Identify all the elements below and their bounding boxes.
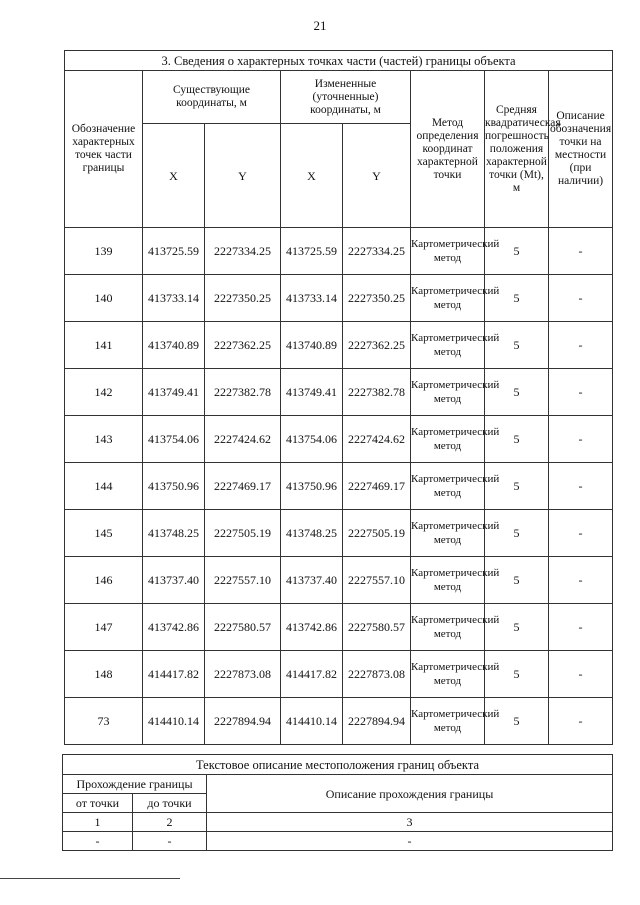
changed-x-cell: 414417.82 (281, 651, 343, 698)
method-cell: Картометрический метод (411, 322, 485, 369)
text-description-title: Текстовое описание местоположения границ объекта (63, 755, 613, 775)
mean-error-cell: 5 (485, 557, 549, 604)
changed-x-cell: 413737.40 (281, 557, 343, 604)
header-x-changed: X (281, 124, 343, 228)
header-existing-coords: Существующие координаты, м (143, 71, 281, 124)
method-cell: Картометрический метод (411, 698, 485, 745)
existing-x-cell: 413748.25 (143, 510, 205, 557)
point-number-cell: 139 (65, 228, 143, 275)
description-cell: - (549, 651, 613, 698)
changed-y-cell: 2227557.10 (343, 557, 411, 604)
existing-x-cell: 413742.86 (143, 604, 205, 651)
method-cell: Картометрический метод (411, 369, 485, 416)
method-cell: Картометрический метод (411, 604, 485, 651)
table-row (65, 228, 613, 275)
description-cell: - (549, 369, 613, 416)
header-description: Описание обозначения точки на местности (при наличии) (549, 71, 613, 228)
changed-y-cell: 2227362.25 (343, 322, 411, 369)
passage-description-header: Описание прохождения границы (207, 775, 613, 813)
passage-header: Прохождение границы (63, 775, 207, 794)
header-y-existing: Y (205, 124, 281, 228)
existing-y-cell: 2227557.10 (205, 557, 281, 604)
row-to-point: - (133, 832, 207, 851)
table-row (65, 416, 613, 463)
existing-y-cell: 2227505.19 (205, 510, 281, 557)
mean-error-cell: 5 (485, 322, 549, 369)
description-cell: - (549, 416, 613, 463)
method-cell: Картометрический метод (411, 510, 485, 557)
col-number-2: 2 (133, 813, 207, 832)
point-number-cell: 73 (65, 698, 143, 745)
point-number-cell: 146 (65, 557, 143, 604)
existing-y-cell: 2227894.94 (205, 698, 281, 745)
description-cell: - (549, 557, 613, 604)
point-number-cell: 142 (65, 369, 143, 416)
changed-y-cell: 2227580.57 (343, 604, 411, 651)
mean-error-cell: 5 (485, 604, 549, 651)
mean-error-cell: 5 (485, 228, 549, 275)
changed-y-cell: 2227505.19 (343, 510, 411, 557)
existing-x-cell: 414410.14 (143, 698, 205, 745)
description-cell: - (549, 698, 613, 745)
point-number-cell: 144 (65, 463, 143, 510)
table-row (65, 557, 613, 604)
changed-x-cell: 413750.96 (281, 463, 343, 510)
existing-y-cell: 2227424.62 (205, 416, 281, 463)
method-cell: Картометрический метод (411, 651, 485, 698)
existing-x-cell: 413737.40 (143, 557, 205, 604)
changed-x-cell: 413740.89 (281, 322, 343, 369)
section-title: 3. Сведения о характерных точках части (частей) границы объекта (65, 51, 613, 71)
table-row (65, 698, 613, 745)
existing-x-cell: 413740.89 (143, 322, 205, 369)
table-row (65, 604, 613, 651)
header-mean-error: Средняя квадратическая погрешность положения характерной точки (Mt), м (485, 71, 549, 228)
existing-x-cell: 413749.41 (143, 369, 205, 416)
changed-y-cell: 2227334.25 (343, 228, 411, 275)
method-cell: Картометрический метод (411, 463, 485, 510)
existing-y-cell: 2227382.78 (205, 369, 281, 416)
description-cell: - (549, 322, 613, 369)
point-number-cell: 145 (65, 510, 143, 557)
table-row (65, 651, 613, 698)
existing-x-cell: 413750.96 (143, 463, 205, 510)
changed-y-cell: 2227894.94 (343, 698, 411, 745)
changed-x-cell: 414410.14 (281, 698, 343, 745)
table-row (65, 369, 613, 416)
point-number-cell: 141 (65, 322, 143, 369)
points-rows (65, 228, 613, 745)
text-description-table (62, 754, 613, 851)
header-point-designation: Обозначение характерных точек части границы (65, 71, 143, 228)
description-cell: - (549, 510, 613, 557)
changed-y-cell: 2227382.78 (343, 369, 411, 416)
table-row (65, 463, 613, 510)
existing-y-cell: 2227873.08 (205, 651, 281, 698)
point-number-cell: 140 (65, 275, 143, 322)
col-number-1: 1 (63, 813, 133, 832)
row-passage-description: - (207, 832, 613, 851)
existing-y-cell: 2227334.25 (205, 228, 281, 275)
changed-x-cell: 413733.14 (281, 275, 343, 322)
existing-x-cell: 413754.06 (143, 416, 205, 463)
existing-y-cell: 2227350.25 (205, 275, 281, 322)
header-y-changed: Y (343, 124, 411, 228)
method-cell: Картометрический метод (411, 416, 485, 463)
page-number: 21 (313, 18, 327, 33)
point-number-cell: 143 (65, 416, 143, 463)
existing-x-cell: 413725.59 (143, 228, 205, 275)
method-cell: Картометрический метод (411, 557, 485, 604)
mean-error-cell: 5 (485, 275, 549, 322)
header-changed-coords: Измененные (уточненные) координаты, м (281, 71, 411, 124)
to-point-header: до точки (133, 794, 207, 813)
header-method: Метод определения координат характерной точки (411, 71, 485, 228)
description-cell: - (549, 228, 613, 275)
characteristic-points-table (64, 50, 613, 745)
footnote-divider (0, 878, 180, 879)
mean-error-cell: 5 (485, 651, 549, 698)
existing-y-cell: 2227362.25 (205, 322, 281, 369)
point-number-cell: 148 (65, 651, 143, 698)
method-cell: Картометрический метод (411, 228, 485, 275)
changed-y-cell: 2227350.25 (343, 275, 411, 322)
changed-x-cell: 413725.59 (281, 228, 343, 275)
method-cell: Картометрический метод (411, 275, 485, 322)
table-row (65, 322, 613, 369)
existing-x-cell: 413733.14 (143, 275, 205, 322)
changed-y-cell: 2227424.62 (343, 416, 411, 463)
row-from-point: - (63, 832, 133, 851)
existing-x-cell: 414417.82 (143, 651, 205, 698)
changed-x-cell: 413749.41 (281, 369, 343, 416)
changed-y-cell: 2227469.17 (343, 463, 411, 510)
col-number-3: 3 (207, 813, 613, 832)
description-cell: - (549, 604, 613, 651)
description-cell: - (549, 463, 613, 510)
header-x-existing: X (143, 124, 205, 228)
mean-error-cell: 5 (485, 369, 549, 416)
mean-error-cell: 5 (485, 416, 549, 463)
mean-error-cell: 5 (485, 510, 549, 557)
changed-x-cell: 413742.86 (281, 604, 343, 651)
changed-x-cell: 413754.06 (281, 416, 343, 463)
from-point-header: от точки (63, 794, 133, 813)
mean-error-cell: 5 (485, 698, 549, 745)
existing-y-cell: 2227469.17 (205, 463, 281, 510)
mean-error-cell: 5 (485, 463, 549, 510)
changed-x-cell: 413748.25 (281, 510, 343, 557)
description-cell: - (549, 275, 613, 322)
table-row (65, 275, 613, 322)
changed-y-cell: 2227873.08 (343, 651, 411, 698)
point-number-cell: 147 (65, 604, 143, 651)
existing-y-cell: 2227580.57 (205, 604, 281, 651)
table-row (65, 510, 613, 557)
